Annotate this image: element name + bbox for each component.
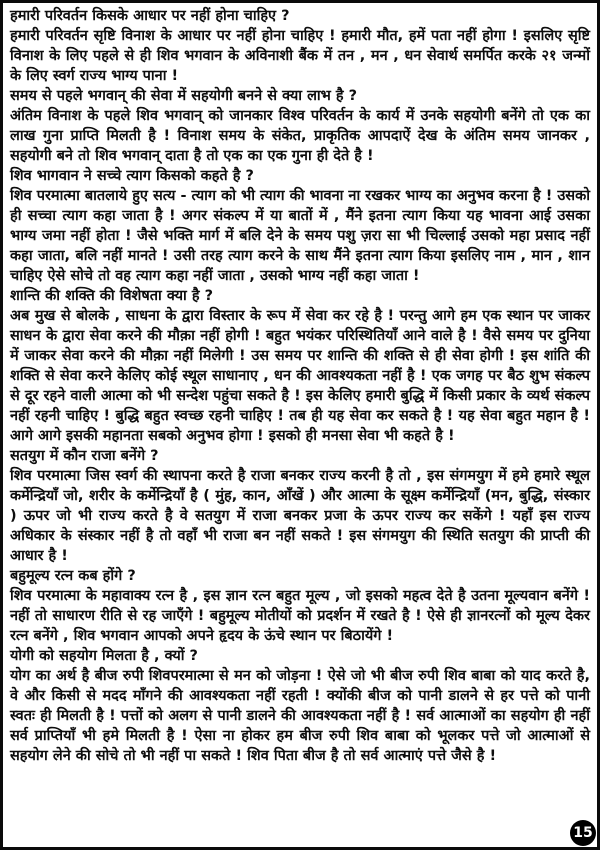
qa-section-2 [10, 86, 590, 166]
qa-section-3 [10, 166, 590, 286]
qa-section-5 [10, 446, 590, 566]
question-text: योगी को सहयोग मिलता है , क्यों ? [10, 648, 198, 664]
question-text: सतयुग में कौन राजा बनेंगे ? [10, 448, 159, 464]
answer-text: शिव परमात्मा के महावाक्य रत्न है , इस ज्ञान रत्न बहुत मूल्य , जो इसको महत्व देते है उतना मूल्यवान बनेंगे ! नहीं तो साधारण रीति से रह जाएँगे ! बहुमूल्य मोतीयों को प्रदर्शन में रखते है ! ऐसे ही ज्ञानरत्नों को मूल्य देकर रत्न बनेंगे , शिव भगवान आपको अपने हृदय के ऊंचे स्थान पर बिठायेंगे ! [10, 588, 590, 644]
answer-text: शिव परमात्मा जिस स्वर्ग की स्थापना करते है राजा बनकर राज्य करनी है तो , इस संगमयुग में हमे हमारे स्थूल कर्मेन्द्रियाँ जो, शरीर के कर्मेन्द्रियाँ है ( मुंह, कान, आँखें ) और आत्मा के सूक्ष्म कर्मेन्द्रियाँ (मन, बुद्धि, संस्कार ) ऊपर जो भी राज्य करते है वे सतयुग में राजा बनकर प्रजा के ऊपर राज्य कर सकेंगे ! यहाँ इस राज्य अधिकार के संस्कार नहीं है तो वहाँ भी राजा बन नहीं सकते ! इस संगमयुग की स्थिति सतयुग की प्राप्ती की आधार है ! [10, 468, 590, 564]
question-text: हमारी परिवर्तन किसके आधार पर नहीं होना चाहिए ? [10, 8, 290, 24]
question-text: समय से पहले भगवान् की सेवा में सहयोगी बनने से क्या लाभ है ? [10, 88, 358, 104]
qa-section-7 [10, 646, 590, 766]
qa-section-6 [10, 566, 590, 646]
answer-text: हमारी परिवर्तन सृष्टि विनाश के आधार पर नहीं होना चाहिए ! हमारी मौत, हमें पता नहीं होगा ! इसलिए सृष्टि विनाश के लिए पहले से ही शिव भगवान के अविनाशी बैंक में तन , मन , धन सेवार्थ समर्पित करके २१ जन्मों के लिए स्वर्ग राज्य भाग्य पाना ! [10, 28, 590, 84]
qa-section-4 [10, 286, 590, 446]
answer-text: शिव परमात्मा बातलाये हुए सत्य - त्याग को भी त्याग की भावना ना रखकर भाग्य का अनुभव करना है ! उसको ही सच्चा त्याग कहा जाता है ! अगर संकल्प में या बातों में , मैंने इतना त्याग किया यह भावना आई उसका भाग्य जमा नहीं होता ! जैसे भक्ति मार्ग में बलि देने के समय पशु ज़रा सा भी चिल्लाई उसको महा प्रसाद नहीं कहा जाता, बलि नहीं मानते ! उसी तरह त्याग करने के साथ मैंने इतना त्याग किया इसलिए नाम , मान , शान चाहिए ऐसे सोचे तो वह त्याग कहा नहीं जाता , उसको भाग्य नहीं कहा जाता ! [10, 188, 590, 284]
question-text: शिव भागवान ने सच्चे त्याग किसको कहते है ? [10, 168, 254, 184]
answer-text: अब मुख से बोलके , साधना के द्वारा विस्तार के रूप में सेवा कर रहे है ! परन्तु आगे हम एक स्थान पर जाकर साधन के द्वारा सेवा करने की मौक़ा नहीं होगी ! बहुत भयंकर परिस्थितियाँ आने वाले है ! वैसे समय पर दुनिया में जाकर सेवा करने की मौक़ा नहीं मिलेगी ! उस समय पर शान्ति की शक्ति से ही सेवा होगी ! इस शांति की शक्ति से सेवा करने केलिए कोई स्थूल साधानाए , धन की आवश्यकता नहीं है ! एक जगह पर बैठ शुभ संकल्प से दूर रहने वाली आत्मा को भी सन्देश पहुंचा सकते है ! इस केलिए हमारी बुद्धि में किसी प्रकार के व्यर्थ संकल्प नहीं रहनी चाहिए ! बुद्धि बहुत स्वच्छ रहनी चाहिए ! तब ही यह सेवा कर सकते है ! यह सेवा बहुत महान है ! आगे आगे इसकी महानता सबको अनुभव होगा ! इसको ही मनसा सेवा भी कहते है ! [10, 308, 590, 444]
answer-text: अंतिम विनाश के पहले शिव भगवान् को जानकार विश्व परिवर्तन के कार्य में उनके सहयोगी बनेंगे तो एक का लाख गुना प्राप्ति मिलती है ! विनाश समय के संकेत, प्राकृतिक आपदाऐं देख के अंतिम समय जानकर , सहयोगी बने तो शिव भगवान् दाता है तो एक का एक गुना ही देते है ! [10, 108, 590, 164]
question-text: शान्ति की शक्ति की विशेषता क्या है ? [10, 288, 213, 304]
qa-section-1 [10, 6, 590, 86]
question-text: बहुमूल्य रत्न कब होंगे ? [10, 568, 136, 584]
page-number-badge: 15 [570, 820, 596, 846]
answer-text: योग का अर्थ है बीज रुपी शिवपरमात्मा से मन को जोड़ना ! ऐसे जो भी बीज रुपी शिव बाबा को याद करते है, वे और किसी से मदद माँगने की आवश्यकता नहीं रहती ! क्योंकी बीज को पानी डालने से हर पत्ते को पानी स्वतः ही मिलती है ! पत्तों को अलग से पानी डालने की आवश्यकता नहीं है ! सर्व आत्माओं का सहयोग ही नहीं सर्व प्राप्तियाँ भी हमे मिलती है ! ऐसा ना होकर हम बीज रुपी शिव बाबा को भूलकर पत्ते जो आत्माओं से सहयोग लेने की सोचे तो भी नहीं पा सकते ! शिव पिता बीज है तो सर्व आत्माएं पत्ते जैसे है ! [10, 668, 590, 764]
